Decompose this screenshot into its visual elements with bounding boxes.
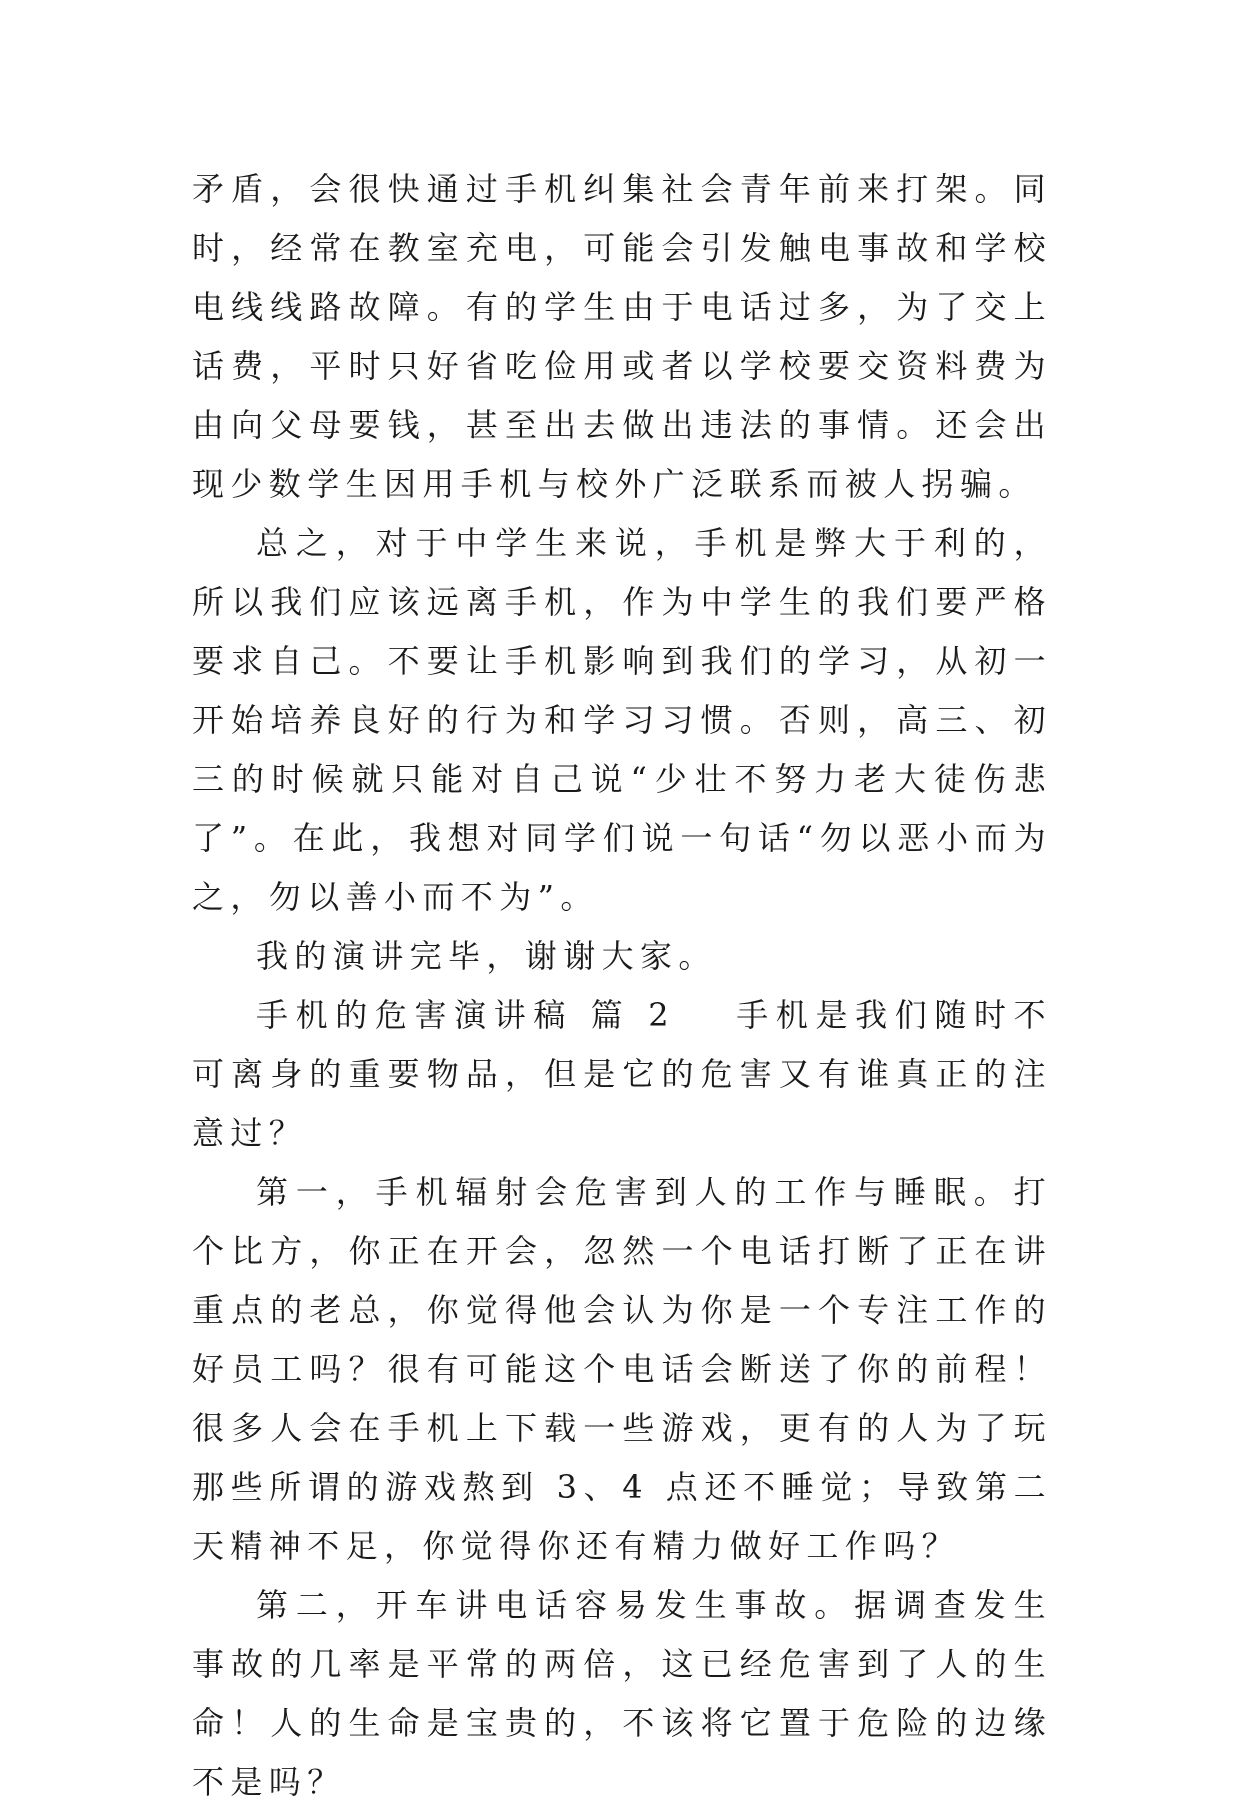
paragraph: 总之，对于中学生来说，手机是弊大于利的，所以我们应该远离手机，作为中学生的我们要严格要求自己。不要让手机影响到我们的学习，从初一开始培养良好的行为和学习习惯。否则，高三、初三的时候就只能对自己说“少壮不努力老大徒伤悲了”。在此，我想对同学们说一句话“勿以恶小而为之，勿以善小而不为”。 <box>192 524 1052 916</box>
paragraph: 第二，开车讲电话容易发生事故。据调查发生事故的几率是平常的两倍，这已经危害到了人的生命！人的生命是宝贵的，不该将它置于危险的边缘不是吗？ <box>192 1586 1052 1801</box>
paragraph: 矛盾，会很快通过手机纠集社会青年前来打架。同时，经常在教室充电，可能会引发触电事故和学校电线线路故障。有的学生由于电话过多，为了交上话费，平时只好省吃俭用或者以学校要交资料费为由向父母要钱，甚至出去做出违法的事情。还会出现少数学生因用手机与校外广泛联系而被人拐骗。 <box>192 170 1052 503</box>
section-intro-text: 手机是我们随时不可离身的重要物品，但是它的危害又有谁真正的注意过？ <box>192 996 1052 1152</box>
paragraph: 第一，手机辐射会危害到人的工作与睡眠。打个比方，你正在开会，忽然一个电话打断了正在讲重点的老总，你觉得他会认为你是一个专注工作的好员工吗？很有可能这个电话会断送了你的前程！很多人会在手机上下载一些游戏，更有的人为了玩那些所谓的游戏熬到 3、4 点还不睡觉；导致第二天精神不足，你觉得你还有精力做好工作吗？ <box>192 1173 1052 1565</box>
section-heading: 手机的危害演讲稿 篇 2 <box>256 996 675 1034</box>
document-body <box>192 160 1052 1812</box>
section-paragraph <box>192 986 1052 1163</box>
paragraph: 我的演讲完毕，谢谢大家。 <box>256 937 717 975</box>
